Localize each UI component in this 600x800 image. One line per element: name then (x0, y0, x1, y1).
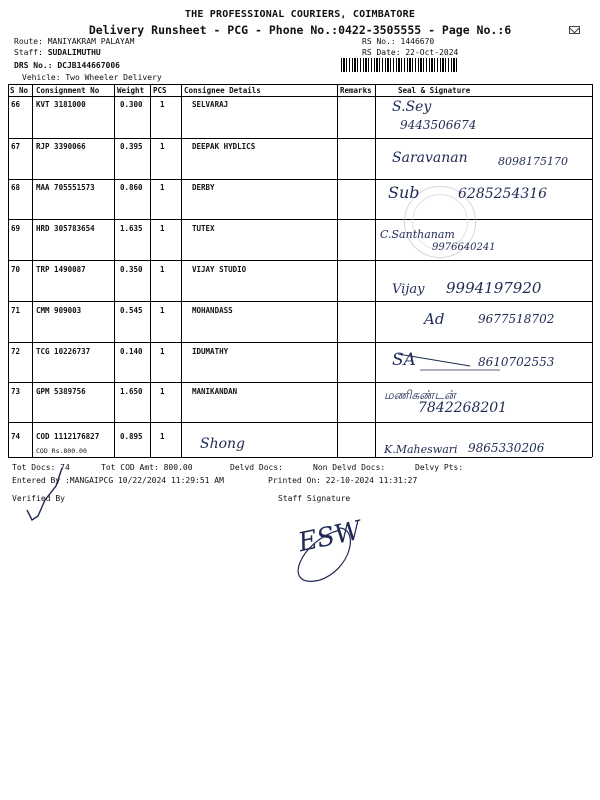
row-consignment: GPM 5389756 (36, 387, 86, 396)
row-weight: 1.635 (120, 224, 143, 233)
row-weight: 0.545 (120, 306, 143, 315)
row-weight: 1.650 (120, 387, 143, 396)
row-sno: 74 (11, 432, 21, 441)
col-consignment-header: Consignment No (36, 86, 100, 95)
row-sno: 67 (11, 142, 21, 151)
col-consignee-header: Consignee Details (184, 86, 261, 95)
col-weight-header: Weight (117, 86, 145, 95)
row-pcs: 1 (160, 142, 165, 151)
staff-label: Staff: (14, 48, 43, 57)
row-signature: K.Maheswari (384, 443, 458, 456)
row-phone: 9976640241 (432, 242, 496, 253)
row-consignee: MANIKANDAN (192, 387, 238, 396)
staff-signature-mark: ESW (295, 515, 364, 559)
row-phone: 6285254316 (458, 186, 548, 202)
row-consignee: MOHANDASS (192, 306, 233, 315)
col-pcs-header: PCS (153, 86, 167, 95)
row-sno: 71 (11, 306, 21, 315)
row-phone: 7842268201 (418, 400, 508, 416)
row-pcs: 1 (160, 387, 165, 396)
row-pcs: 1 (160, 265, 165, 274)
row-pcs: 1 (160, 432, 165, 441)
row-sno: 66 (11, 100, 21, 109)
col-remarks-header: Remarks (340, 86, 372, 95)
row-weight: 0.895 (120, 432, 143, 441)
printed-on: Printed On: 22-10-2024 11:31:27 (268, 476, 418, 485)
row-signature: மணிகண்டன் (384, 388, 456, 402)
non-delivered-docs: Non Delvd Docs: (313, 463, 386, 472)
entered-by: Entered By :MANGAIPCG 10/22/2024 11:29:51 AM (12, 476, 224, 485)
route-label: Route: MANIYAKRAM PALAYAM (14, 37, 135, 46)
staff-signature-label: Staff Signature (278, 494, 351, 503)
drs-label: DRS No.: (14, 61, 53, 70)
row-signature: Ad (424, 310, 445, 328)
row-consignee: DEEPAK HYDLICS (192, 142, 256, 151)
row-signature: S.Sey (392, 99, 432, 115)
runsheet-title: Delivery Runsheet - PCG - Phone No.:0422-3505555 - Page No.:6 (88, 23, 512, 37)
col-sno-header: S No (10, 86, 29, 95)
row-consignee: IDUMATHY (192, 347, 229, 356)
row-signature: C.Santhanam (380, 228, 455, 241)
row-weight: 0.860 (120, 183, 143, 192)
vehicle-label: Vehicle: Two Wheeler Delivery (22, 73, 162, 82)
row-consignee: VIJAY STUDIO (192, 265, 247, 274)
delivered-docs: Delvd Docs: (230, 463, 283, 472)
row-pcs: 1 (160, 224, 165, 233)
verified-by-label: Verified By (12, 494, 65, 503)
row-pcs: 1 (160, 100, 165, 109)
row-consignment: KVT 3181000 (36, 100, 86, 109)
row-signature: SA (392, 350, 416, 370)
drs-number: DCJB144667006 (57, 61, 120, 70)
row-consignment: RJP 3390066 (36, 142, 86, 151)
total-docs: Tot Docs: 74 (12, 463, 70, 472)
row-phone: 9677518702 (478, 312, 555, 326)
row-consignment: HRD 305783654 (36, 224, 95, 233)
total-cod-amount: Tot COD Amt: 800.00 (101, 463, 193, 472)
cod-note: COD Rs.800.00 (36, 447, 87, 455)
row-consignment: CMM 909003 (36, 306, 82, 315)
staff-name: SUDALIMUTHU (47, 48, 101, 57)
rs-date: RS Date: 22-Oct-2024 (362, 48, 459, 57)
row-consignment: TRP 1490087 (36, 265, 86, 274)
row-consignment: TCG 10226737 (36, 347, 91, 356)
row-pcs: 1 (160, 347, 165, 356)
row-signature: Sub (388, 183, 420, 202)
row-pcs: 1 (160, 183, 165, 192)
row-consignment: MAA 705551573 (36, 183, 95, 192)
row-sno: 68 (11, 183, 21, 192)
col-signature-header: Seal & Signature (398, 86, 471, 95)
row-remark: Shong (200, 436, 246, 452)
delivery-points: Delvy Pts: (415, 463, 464, 472)
row-consignment: COD 1112176827 (36, 432, 100, 441)
row-sno: 69 (11, 224, 21, 233)
row-sno: 72 (11, 347, 21, 356)
row-phone: 8610702553 (478, 355, 555, 369)
row-sno: 73 (11, 387, 21, 396)
row-signature: Saravanan (392, 150, 468, 166)
row-consignee: TUTEX (192, 224, 215, 233)
row-sno: 70 (11, 265, 21, 274)
row-weight: 0.140 (120, 347, 143, 356)
row-weight: 0.350 (120, 265, 143, 274)
row-phone: 9994197920 (446, 279, 542, 297)
row-weight: 0.395 (120, 142, 143, 151)
row-consignee: SELVARAJ (192, 100, 229, 109)
row-phone: 8098175170 (498, 155, 568, 168)
rs-number: RS No.: 1446670 (362, 37, 435, 46)
row-phone: 9865330206 (468, 441, 545, 455)
row-consignee: DERBY (192, 183, 215, 192)
row-signature: Vijay (392, 282, 425, 297)
row-phone: 9443506674 (400, 118, 477, 132)
row-weight: 0.300 (120, 100, 143, 109)
company-name: THE PROFESSIONAL COURIERS, COIMBATORE (184, 9, 416, 20)
row-pcs: 1 (160, 306, 165, 315)
